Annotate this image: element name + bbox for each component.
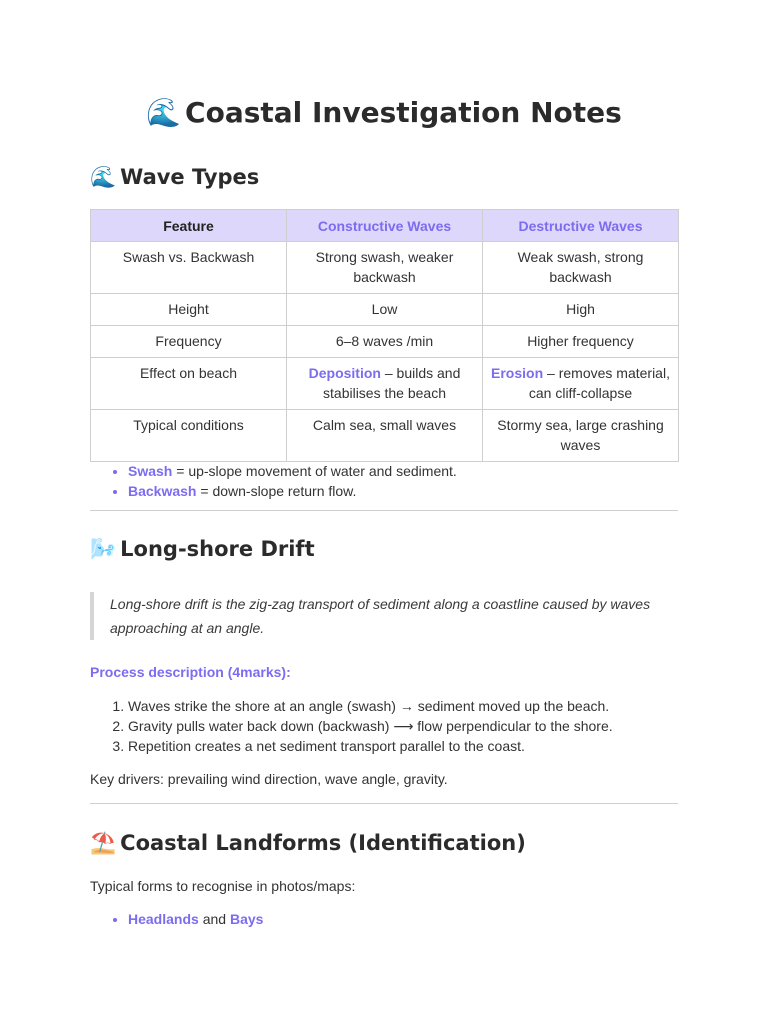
table-cell: Height <box>91 294 287 326</box>
key-drivers-text: Key drivers: prevailing wind direction, wave angle, gravity. <box>90 771 448 787</box>
cell-text: – builds and stabilises the beach <box>323 365 461 401</box>
highlight-term: Erosion <box>491 365 544 381</box>
table-cell <box>483 358 679 410</box>
table-cell: Stormy sea, large crashing waves <box>483 410 679 462</box>
page-title <box>80 96 688 129</box>
section-heading-text: Wave Types <box>120 165 260 189</box>
table-cell: Typical conditions <box>91 410 287 462</box>
highlight-term: Bays <box>229 911 264 927</box>
table-row <box>91 326 679 358</box>
process-steps-list <box>90 696 613 756</box>
table-row <box>91 242 679 294</box>
highlight-term: Swash <box>128 463 173 479</box>
list-item: 2. Gravity pulls water back down (backwash) ⟶ flow perpendicular to the shore. <box>128 716 613 736</box>
list-item <box>128 909 263 929</box>
table-cell: Low <box>287 294 483 326</box>
section-heading-landforms <box>90 831 526 856</box>
list-item <box>128 481 457 501</box>
table-row <box>91 358 679 410</box>
process-label: Process description (4marks): <box>90 664 291 680</box>
table-cell: Frequency <box>91 326 287 358</box>
beach-umbrella-emoji-icon: ⛱️ <box>90 831 117 855</box>
table-cell: Effect on beach <box>91 358 287 410</box>
section-divider <box>90 803 678 804</box>
table-row <box>91 410 679 462</box>
table-cell: 6–8 waves /min <box>287 326 483 358</box>
list-item-text: = up-slope movement of water and sediment. <box>172 463 457 479</box>
list-item-text: = down-slope return flow. <box>196 483 357 499</box>
list-item <box>128 461 457 481</box>
table-cell: Higher frequency <box>483 326 679 358</box>
wave-terms-list <box>90 461 457 501</box>
table-cell: Calm sea, small waves <box>287 410 483 462</box>
cell-text: – removes material, can cliff-collapse <box>528 365 670 401</box>
section-heading-text: Long-shore Drift <box>120 537 315 561</box>
table-cell: Weak swash, strong backwash <box>483 242 679 294</box>
page-title-text: Coastal Investigation Notes <box>185 96 622 129</box>
wave-emoji-icon: 🌊 <box>146 96 182 129</box>
definition-quote: Long-shore drift is the zig-zag transport of sediment along a coastline caused by waves approaching at an angle. <box>90 592 678 640</box>
column-header-destructive: Destructive Waves <box>483 210 679 242</box>
table-cell: Swash vs. Backwash <box>91 242 287 294</box>
column-header-constructive: Constructive Waves <box>287 210 483 242</box>
section-heading-longshore <box>90 537 315 562</box>
landforms-list <box>90 909 263 929</box>
table-cell: High <box>483 294 679 326</box>
wave-emoji-icon: 🌊 <box>90 165 117 189</box>
table-header-row <box>91 210 679 242</box>
section-divider <box>90 510 678 511</box>
section-heading-text: Coastal Landforms (Identification) <box>120 831 526 855</box>
list-item-text: and <box>198 911 230 927</box>
highlight-term: Headlands <box>128 911 199 927</box>
wave-types-table <box>90 209 679 462</box>
table-row <box>91 294 679 326</box>
highlight-term: Backwash <box>128 483 197 499</box>
table-cell <box>287 358 483 410</box>
list-item: 1. Waves strike the shore at an angle (swash) → sediment moved up the beach. <box>128 696 613 716</box>
landforms-intro: Typical forms to recognise in photos/maps: <box>90 878 356 894</box>
wind-emoji-icon: 🌬️ <box>90 537 117 561</box>
list-item: 3. Repetition creates a net sediment transport parallel to the coast. <box>128 736 613 756</box>
section-heading-wave-types <box>90 165 259 190</box>
highlight-term: Deposition <box>308 365 381 381</box>
table-cell: Strong swash, weaker backwash <box>287 242 483 294</box>
column-header-feature: Feature <box>91 210 287 242</box>
